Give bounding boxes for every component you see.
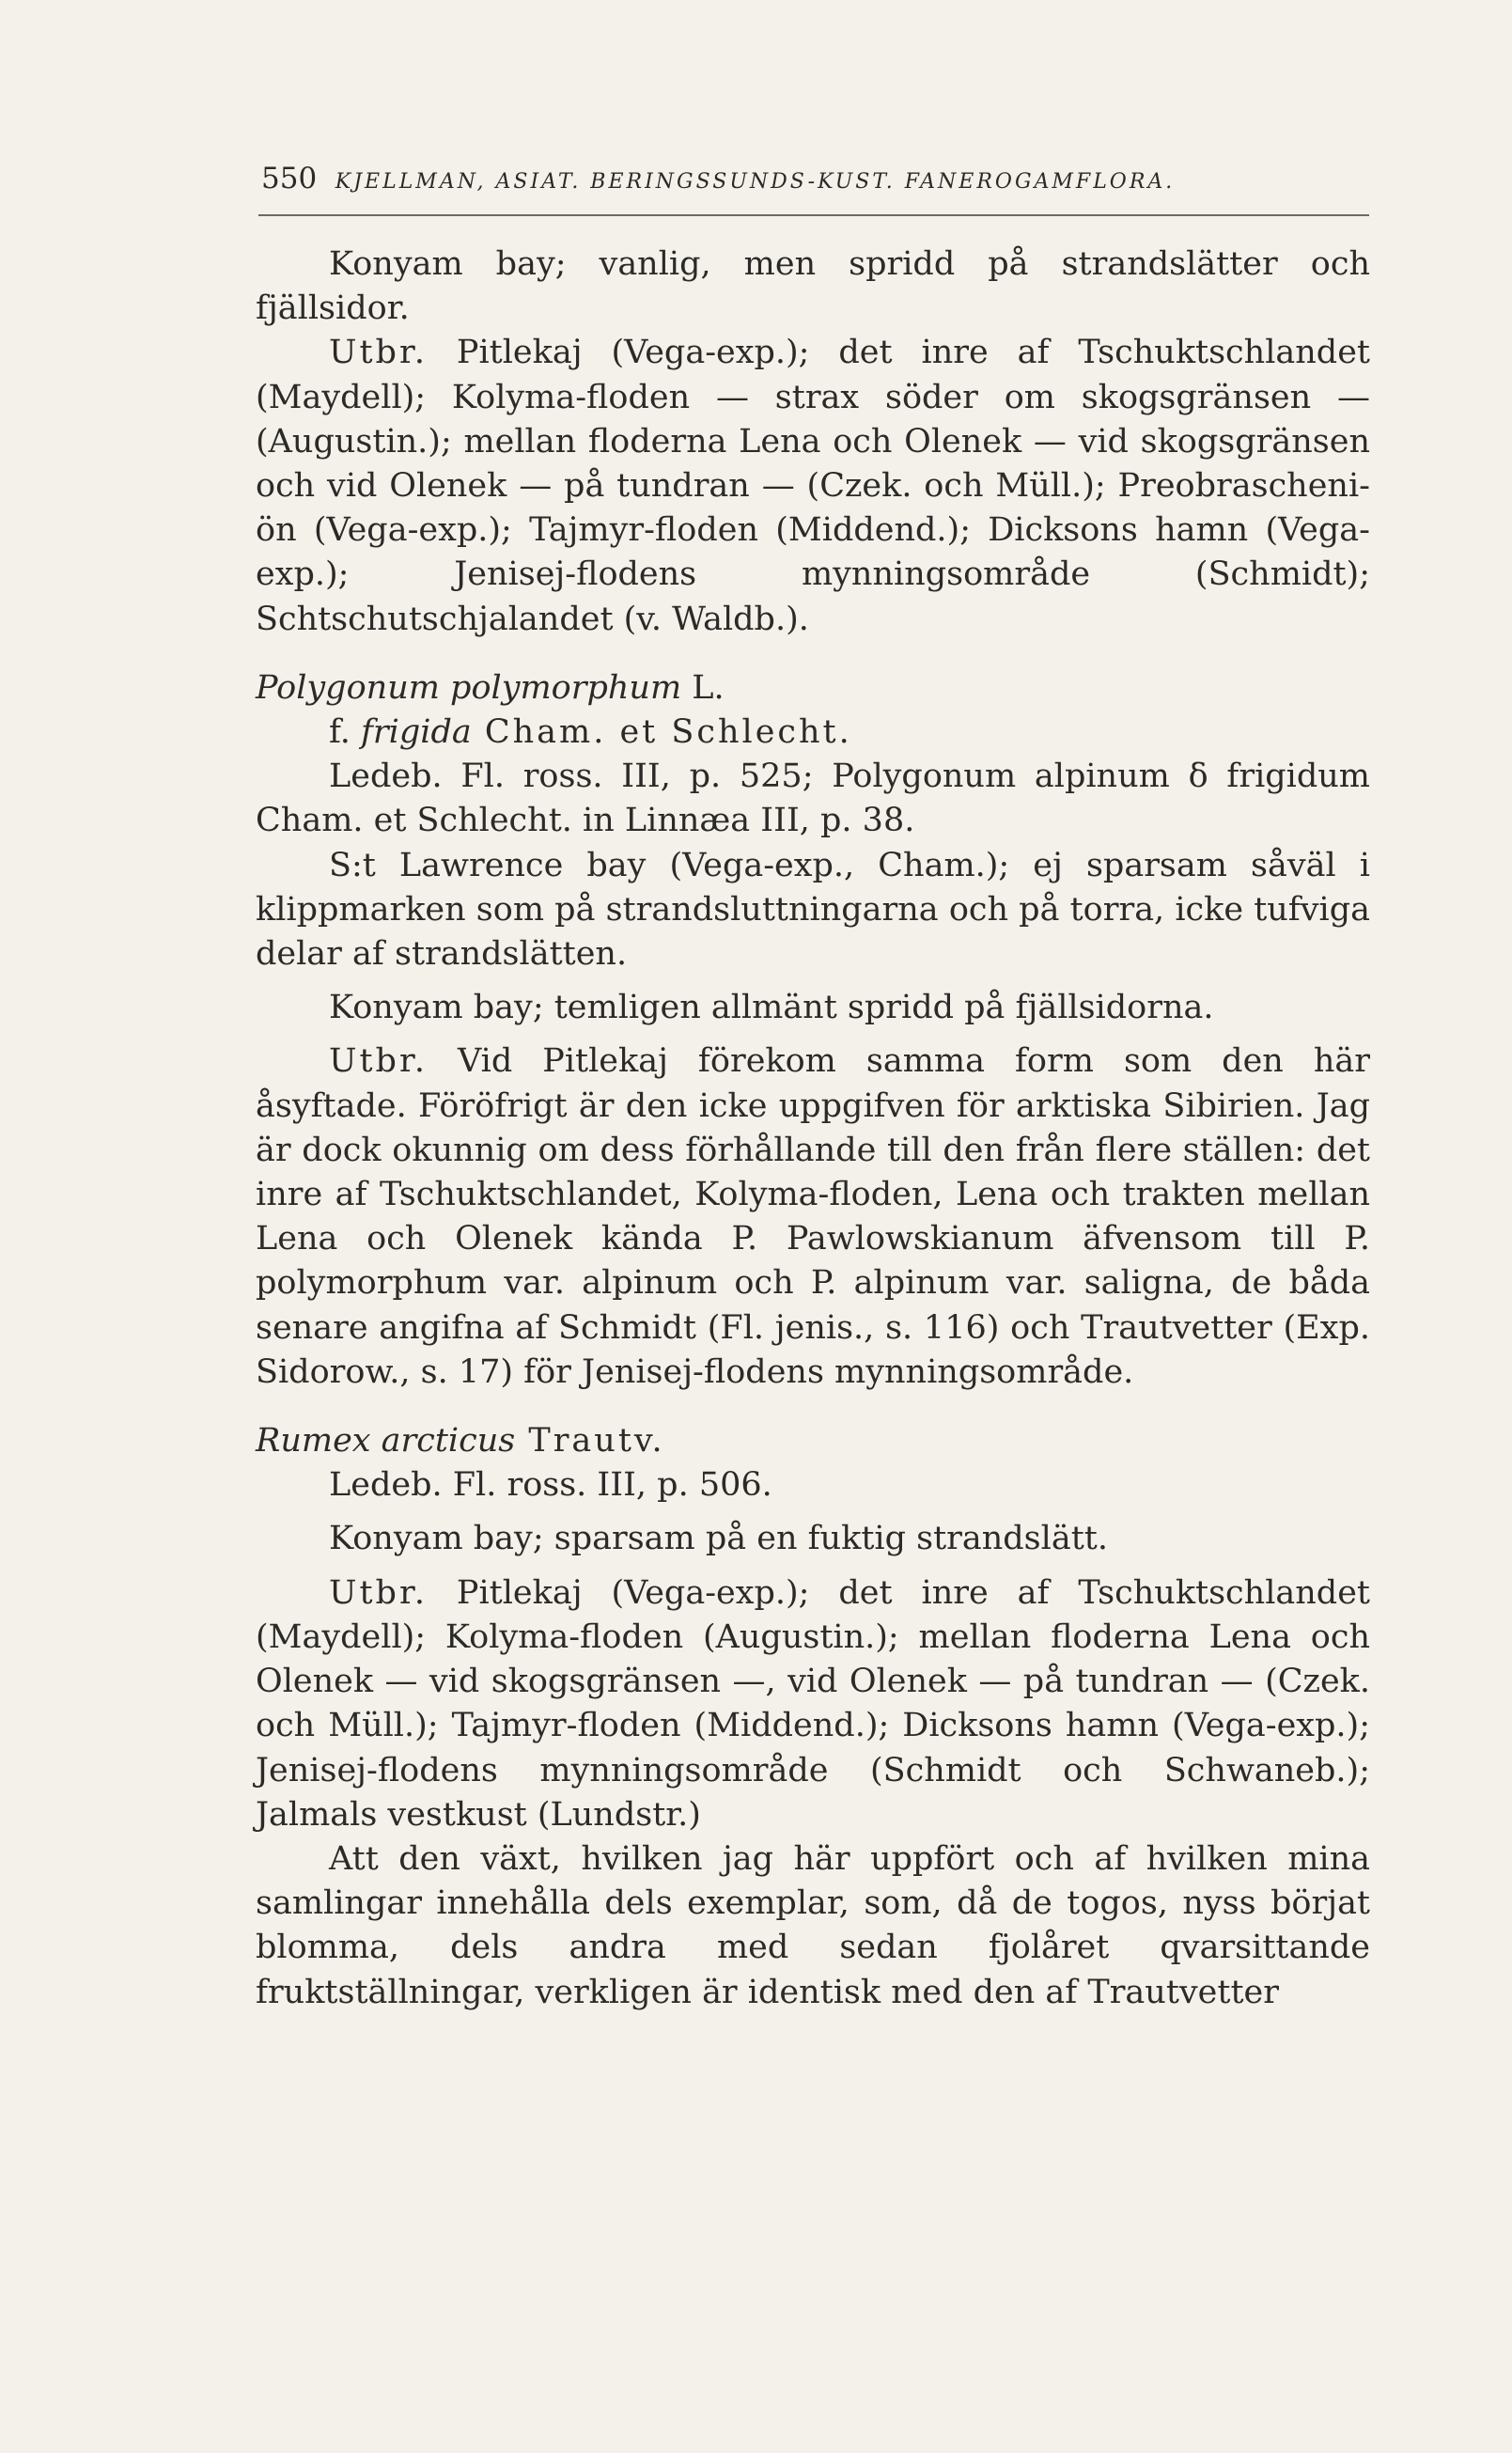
form-name: frigida bbox=[360, 713, 472, 752]
species-name: Polygonum polymorphum bbox=[256, 668, 682, 707]
paragraph-distribution-3 bbox=[256, 1571, 1370, 1837]
paragraph-konyam-2: Konyam bay; temligen allmänt spridd på fjällsidorna. bbox=[329, 989, 1214, 1027]
paragraph-distribution-1 bbox=[256, 331, 1370, 641]
species-heading-polygonum bbox=[256, 666, 1370, 711]
form-heading-frigida bbox=[256, 711, 1370, 755]
header-rule bbox=[258, 214, 1369, 216]
paragraph-literature-1: Ledeb. Fl. ross. III, p. 525; Polygonum alpinum δ frigidum Cham. et Schlecht. in Linnæa III, p. 38. bbox=[256, 758, 1370, 840]
running-title: KJELLMAN, ASIAT. BERINGSSUNDS-KUST. FANEROGAMFLORA. bbox=[335, 170, 1176, 194]
paragraph-konyam-3: Konyam bay; sparsam på en fuktig strandslätt. bbox=[329, 1520, 1108, 1558]
form-prefix: f. bbox=[329, 713, 361, 752]
species-name: Rumex arcticus bbox=[256, 1422, 516, 1461]
page-header bbox=[261, 162, 1372, 201]
form-author: Cham. et Schlecht. bbox=[471, 713, 852, 752]
species-author: Trautv. bbox=[515, 1422, 665, 1461]
paragraph-lawrence: S:t Lawrence bay (Vega-exp., Cham.); ej sparsam såväl i klippmarken som på strandsluttningarna och på torra, icke tufviga delar af strandslätten. bbox=[256, 846, 1370, 974]
page-number: 550 bbox=[261, 162, 318, 195]
paragraph-distribution-2 bbox=[256, 1039, 1370, 1395]
distribution-text: Pitlekaj (Vega-exp.); det inre af Tschuktschlandet (Maydell); Kolyma-floden (Augustin.); mellan floderna Lena och Olenek — vid skogsgränsen —, vid Olenek — på tundran — (Czek. och Müll.); Tajmyr-floden (Middend.); Dicksons hamn (Vega-exp.); Jenisej-flodens mynningsområde (Schmidt och Schwaneb.); Jalmals vestkust (Lundstr.) bbox=[256, 1573, 1370, 1834]
page-body bbox=[256, 242, 1370, 2015]
utbr-label: Utbr. bbox=[329, 1573, 428, 1612]
paragraph-literature-2: Ledeb. Fl. ross. III, p. 506. bbox=[329, 1466, 772, 1505]
paragraph-konyam-1: Konyam bay; vanlig, men spridd på strandslätter och fjällsidor. bbox=[256, 245, 1370, 328]
species-heading-rumex bbox=[256, 1419, 1370, 1463]
distribution-text: Pitlekaj (Vega-exp.); det inre af Tschuktschlandet (Maydell); Kolyma-floden — strax söder om skogsgränsen — (Augustin.); mellan floderna Lena och Olenek — vid skogsgränsen och vid Olenek — på tundran — (Czek. och Müll.); Preobrascheni-ön (Vega-exp.); Tajmyr-floden (Middend.); Dicksons hamn (Vega-exp.); Jenisej-flodens mynningsområde (Schmidt); Schtschutschjalandet (v. Waldb.). bbox=[256, 334, 1370, 638]
species-author: L. bbox=[681, 668, 725, 707]
utbr-label: Utbr. bbox=[329, 334, 428, 372]
utbr-label: Utbr. bbox=[329, 1042, 428, 1081]
distribution-text: Vid Pitlekaj förekom samma form som den här åsyftade. Föröfrigt är den icke uppgifven för arktiska Sibirien. Jag är dock okunnig om dess förhållande till den från flere ställen: det inre af Tschuktschlandet, Kolyma-floden, Lena och trakten mellan Lena och Olenek kända P. Pawlowskianum äfvensom till P. polymorphum var. alpinum och P. alpinum var. saligna, de båda senare angifna af Schmidt (Fl. jenis., s. 116) och Trautvetter (Exp. Sidorow., s. 17) för Jenisej-flodens mynningsområde. bbox=[256, 1042, 1370, 1391]
paragraph-discussion: Att den växt, hvilken jag här uppfört och af hvilken mina samlingar innehålla dels exemplar, som, då de togos, nyss börjat blomma, dels andra med sedan fjolåret qvarsittande fruktställningar, verkligen är identisk med den af Trautvetter bbox=[256, 1839, 1370, 2011]
